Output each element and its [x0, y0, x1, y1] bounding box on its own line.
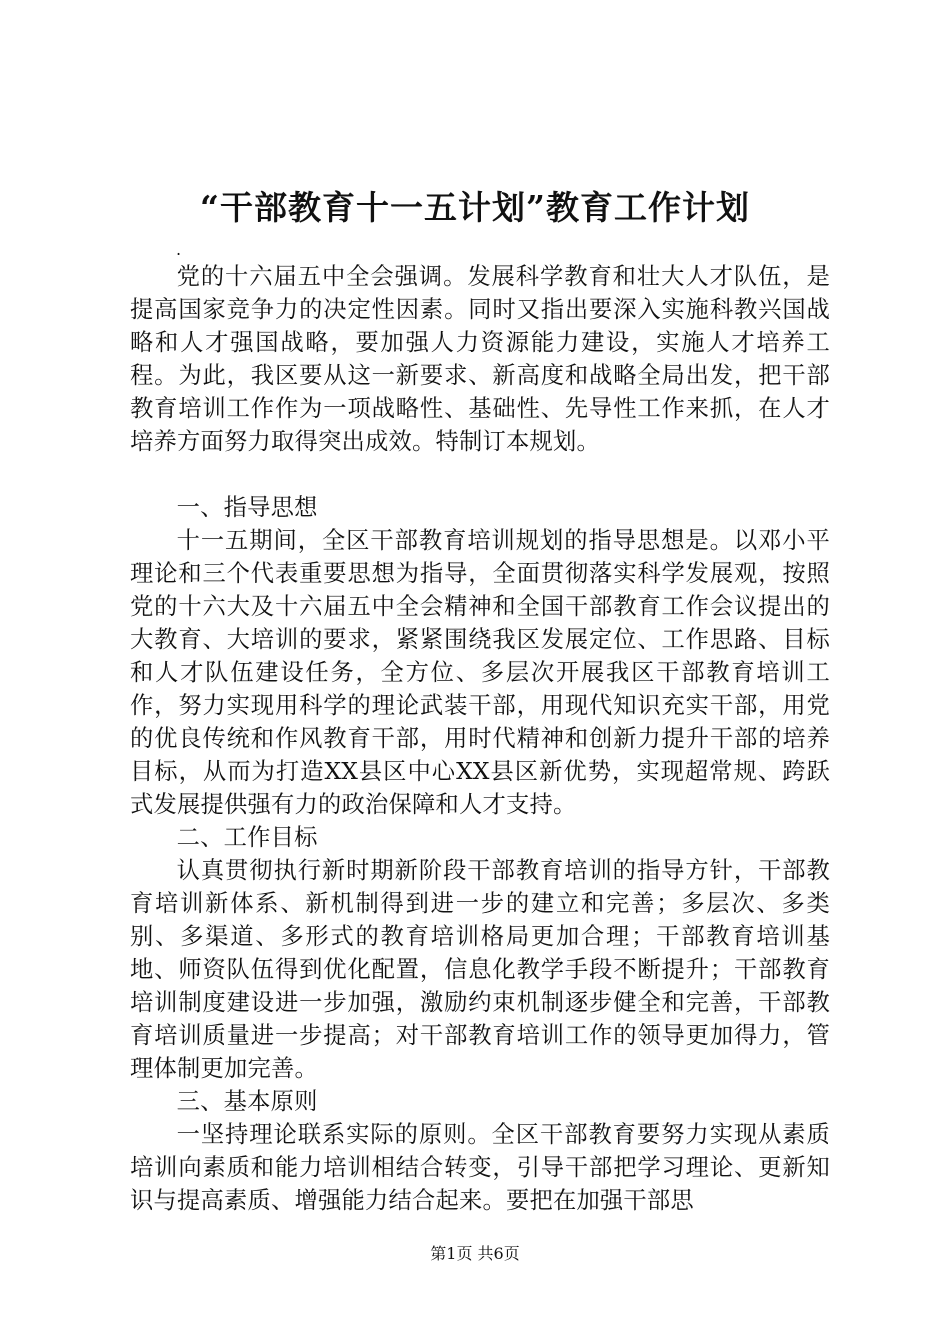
section-heading-guiding-ideology: 一、指导思想	[176, 494, 318, 521]
guiding-ideology-paragraph: 十一五期间，全区干部教育培训规划的指导思想是。以邓小平理论和三个代表重要思想为指导，全面贯彻落实科学发展观，按照党的十六大及十六届五中全会精神和全国干部教育工作会议提出的大教育、大培训的要求，紧紧围绕我区发展定位、工作思路、目标和人才队伍建设任务，全方位、多层次开展我区干部教育培训工作，努力实现用科学的理论武装干部，用现代知识充实干部，用党的优良传统和作风教育干部，用时代精神和创新力提升干部的培养目标，从而为打造XX县区中心XX县区新优势，实现超常规、跨跃式发展提供强有力的政治保障和人才支持。	[130, 527, 830, 818]
intro-paragraph: 党的十六届五中全会强调。发展科学教育和壮大人才队伍，是提高国家竞争力的决定性因素。同时又指出要深入实施科教兴国战略和人才强国战略，要加强人力资源能力建设，实施人才培养工程。为此，我区要从这一新要求、新高度和战略全局出发，把干部教育培训工作作为一项战略性、基础性、先导性工作来抓，在人才培养方面努力取得突出成效。特制订本规划。	[130, 263, 830, 455]
document-body	[130, 260, 830, 1217]
basic-principles-paragraph: 一坚持理论联系实际的原则。全区干部教育要努力实现从素质培训向素质和能力培训相结合转变，引导干部把学习理论、更新知识与提高素质、增强能力结合起来。要把在加强干部思	[130, 1121, 830, 1214]
dot-marker: .	[176, 240, 182, 259]
page-number-footer: 第1页 共6页	[430, 1244, 520, 1263]
section-heading-basic-principles: 三、基本原则	[176, 1088, 318, 1115]
document-title: “干部教育十一五计划”教育工作计划	[200, 188, 750, 227]
work-goals-paragraph: 认真贯彻执行新时期新阶段干部教育培训的指导方针，干部教育培训新体系、新机制得到进一步的建立和完善；多层次、多类别、多渠道、多形式的教育培训格局更加合理；干部教育培训基地、师资队伍得到优化配置，信息化教学手段不断提升；干部教育培训制度建设进一步加强，激励约束机制逐步健全和完善，干部教育培训质量进一步提高；对干部教育培训工作的领导更加得力，管理体制更加完善。	[130, 857, 830, 1082]
paragraph-spacer	[130, 458, 830, 491]
section-heading-work-goals: 二、工作目标	[176, 824, 318, 851]
